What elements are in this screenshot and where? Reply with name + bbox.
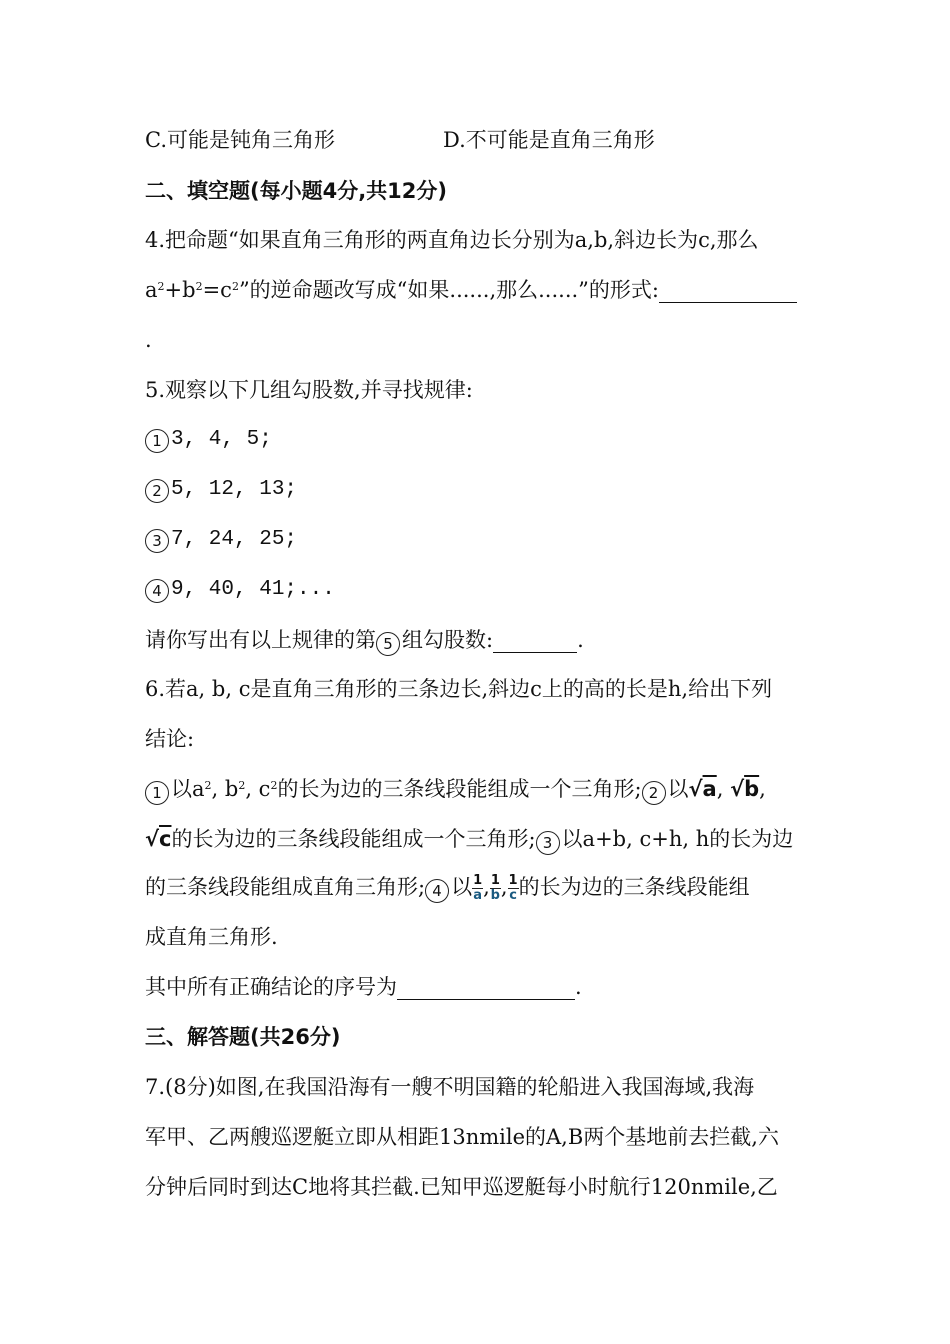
circled-number: 1 xyxy=(145,429,169,453)
q6-line-6: 成直角三角形. xyxy=(145,925,278,949)
q5-item-4: 4 9, 40, 41;... xyxy=(145,575,335,605)
circled-number: 4 xyxy=(425,879,449,903)
q6-line-3: 1 以$a^2$, $b^2$, $c^2$的长为边的三条线段能组成一个三角形; 2 以√a, √b, xyxy=(145,774,766,805)
option-c: C.可能是钝角三角形 xyxy=(145,128,335,152)
circled-number: 5 xyxy=(376,632,400,656)
q6-line-2: 结论: xyxy=(145,727,195,751)
fraction-1-over-a: $\frac{1}{a}$ xyxy=(473,873,483,903)
q6-answer-blank[interactable] xyxy=(397,975,575,1000)
sqrt-c: √c xyxy=(145,827,172,851)
q5-item-2: 2 5, 12, 13; xyxy=(145,475,297,505)
circled-number: 1 xyxy=(145,781,169,805)
q4-answer-blank[interactable] xyxy=(659,278,797,303)
circled-number: 2 xyxy=(642,781,666,805)
sqrt-a: √a xyxy=(688,777,717,801)
q7-line-1: 7.(8分)如图,在我国沿海有一艘不明国籍的轮船进入我国海域,我海 xyxy=(145,1075,755,1099)
q6-answer-line: 其中所有正确结论的序号为 . xyxy=(145,975,582,999)
q7-line-2: 军甲、乙两艘巡逻艇立即从相距13nmile的A,B两个基地前去拦截,六 xyxy=(145,1125,779,1149)
q5-answer-blank[interactable] xyxy=(493,628,577,653)
q4-line-1: 4.把命题“如果直角三角形的两直角边长分别为a,b,斜边长为c,那么 xyxy=(145,228,759,252)
circled-number: 2 xyxy=(145,479,169,503)
fraction-1-over-b: $\frac{1}{b}$ xyxy=(490,873,500,903)
q3-options xyxy=(145,125,655,155)
circled-number: 3 xyxy=(536,831,560,855)
q6-line-5: 的三条线段能组成直角三角形; 4 以 $\frac{1}{a}$ , $\frac{1}{b}$ , $\frac{1}{c}$ 的长为边的三条线段能组 xyxy=(145,873,750,903)
section-3-heading: 三、解答题(共26分) xyxy=(145,1025,341,1049)
q6-line-4: √c的长为边的三条线段能组成一个三角形; 3 以a+b, c+h, h的长为边 xyxy=(145,824,793,855)
fraction-1-over-c: $\frac{1}{c}$ xyxy=(508,873,518,903)
q5-item-1: 1 3, 4, 5; xyxy=(145,425,272,455)
option-d: D.不可能是直角三角形 xyxy=(443,128,655,152)
q5-question: 请你写出有以上规律的第 5 组勾股数: . xyxy=(145,625,584,656)
sqrt-b: √b xyxy=(730,777,760,801)
q4-line-2: $a^2+b^2=c^2$”的逆命题改写成“如果......,那么......”的形式: xyxy=(145,275,797,305)
q4-line-3: . xyxy=(145,328,152,352)
q5-intro: 5.观察以下几组勾股数,并寻找规律: xyxy=(145,378,473,402)
q5-item-3: 3 7, 24, 25; xyxy=(145,525,297,555)
q6-line-1: 6.若a, b, c是直角三角形的三条边长,斜边c上的高的长是h,给出下列 xyxy=(145,677,773,701)
section-2-heading: 二、填空题(每小题4分,共12分) xyxy=(145,179,448,203)
circled-number: 3 xyxy=(145,529,169,553)
q7-line-3: 分钟后同时到达C地将其拦截.已知甲巡逻艇每小时航行120nmile,乙 xyxy=(145,1175,778,1199)
circled-number: 4 xyxy=(145,579,169,603)
